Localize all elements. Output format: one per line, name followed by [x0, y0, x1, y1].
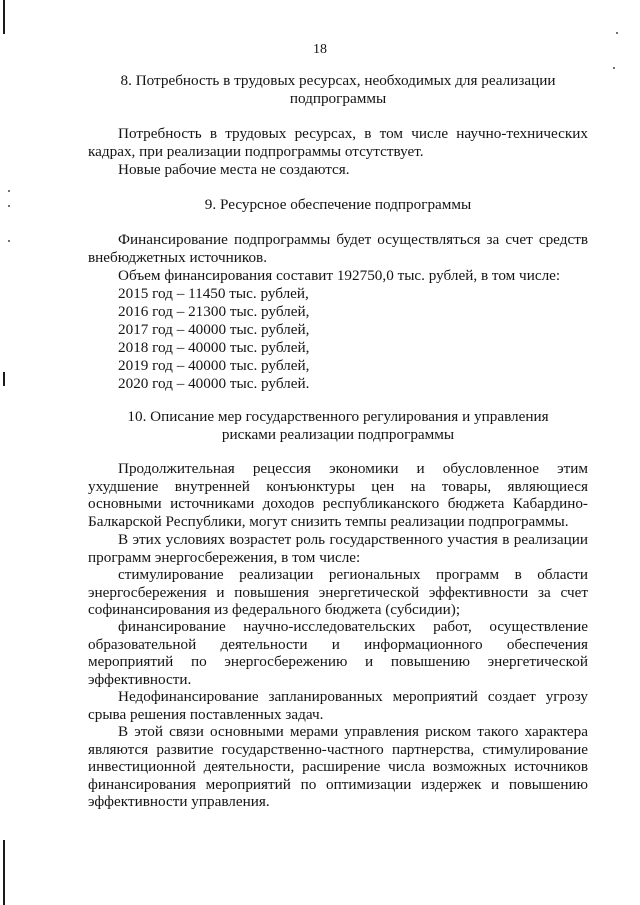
heading-line: подпрограммы [289, 89, 387, 107]
funding-year-line: 2019 год – 40000 тыс. рублей, [118, 357, 310, 374]
section-8-paragraph: Новые рабочие места не создаются. [118, 161, 350, 178]
section-10-heading [88, 408, 588, 443]
section-9-paragraph: Объем финансирования составит 192750,0 тыс. рублей, в том числе: [118, 267, 561, 284]
section-10-paragraph: Продолжительная рецессия экономики и обусловленное этим ухудшение внутренней конъюнктуры цен на товары, являющиеся основными источниками доходов республиканского бюджета Кабардино-Балкарской Республики, могут снизить темпы реализации подпрограммы. [88, 460, 588, 530]
funding-year-line: 2017 год – 40000 тыс. рублей, [118, 321, 310, 338]
funding-year-line: 2015 год – 11450 тыс. рублей, [118, 285, 309, 302]
section-9-paragraph: Финансирование подпрограммы будет осуществляться за счет средств внебюджетных источников. [88, 231, 588, 266]
heading-line: 10. Описание мер государственного регулирования и управления [127, 408, 549, 425]
scan-speck [8, 240, 10, 242]
heading-line: рисками реализации подпрограммы [221, 425, 455, 443]
funding-year-line: 2018 год – 40000 тыс. рублей, [118, 339, 310, 356]
section-10-paragraph: В этой связи основными мерами управления риском такого характера являются развитие государственно-частного партнерства, стимулирование инвестиционной деятельности, расширение числа возможных источников финансирования мероприятий по оптимизации издержек и повышению эффективности управления. [88, 723, 588, 811]
heading-line: 8. Потребность в трудовых ресурсах, необходимых для реализации [120, 72, 556, 89]
section-9-heading: 9. Ресурсное обеспечение подпрограммы [204, 196, 472, 213]
scan-speck [616, 32, 618, 34]
section-8-paragraph: Потребность в трудовых ресурсах, в том числе научно-технических кадрах, при реализации подпрограммы отсутствует. [88, 125, 588, 160]
section-10-paragraph: Недофинансирование запланированных мероприятий создает угрозу срыва решения поставленных задач. [88, 688, 588, 723]
section-10-paragraph: стимулирование реализации региональных программ в области энергосбережения и повышения энергетической эффективности за счет софинансирования из федерального бюджета (субсидии); [88, 566, 588, 619]
section-10-paragraph: В этих условиях возрастет роль государственного участия в реализации программ энергосбережения, в том числе: [88, 531, 588, 566]
scan-speck [8, 190, 10, 192]
funding-year-line: 2020 год – 40000 тыс. рублей. [118, 375, 310, 392]
section-10-paragraph: финансирование научно-исследовательских работ, осуществление образовательной деятельности и информационного обеспечения мероприятий по энергосбережению и повышению энергетической эффективности. [88, 618, 588, 688]
funding-year-line: 2016 год – 21300 тыс. рублей, [118, 303, 310, 320]
scan-edge-mark [3, 840, 5, 905]
page-number: 18 [313, 42, 327, 57]
scan-speck [8, 205, 10, 207]
scan-edge-mark [3, 372, 5, 386]
scan-edge-mark [3, 0, 5, 34]
section-8-heading [88, 72, 588, 107]
scan-speck [613, 67, 615, 69]
